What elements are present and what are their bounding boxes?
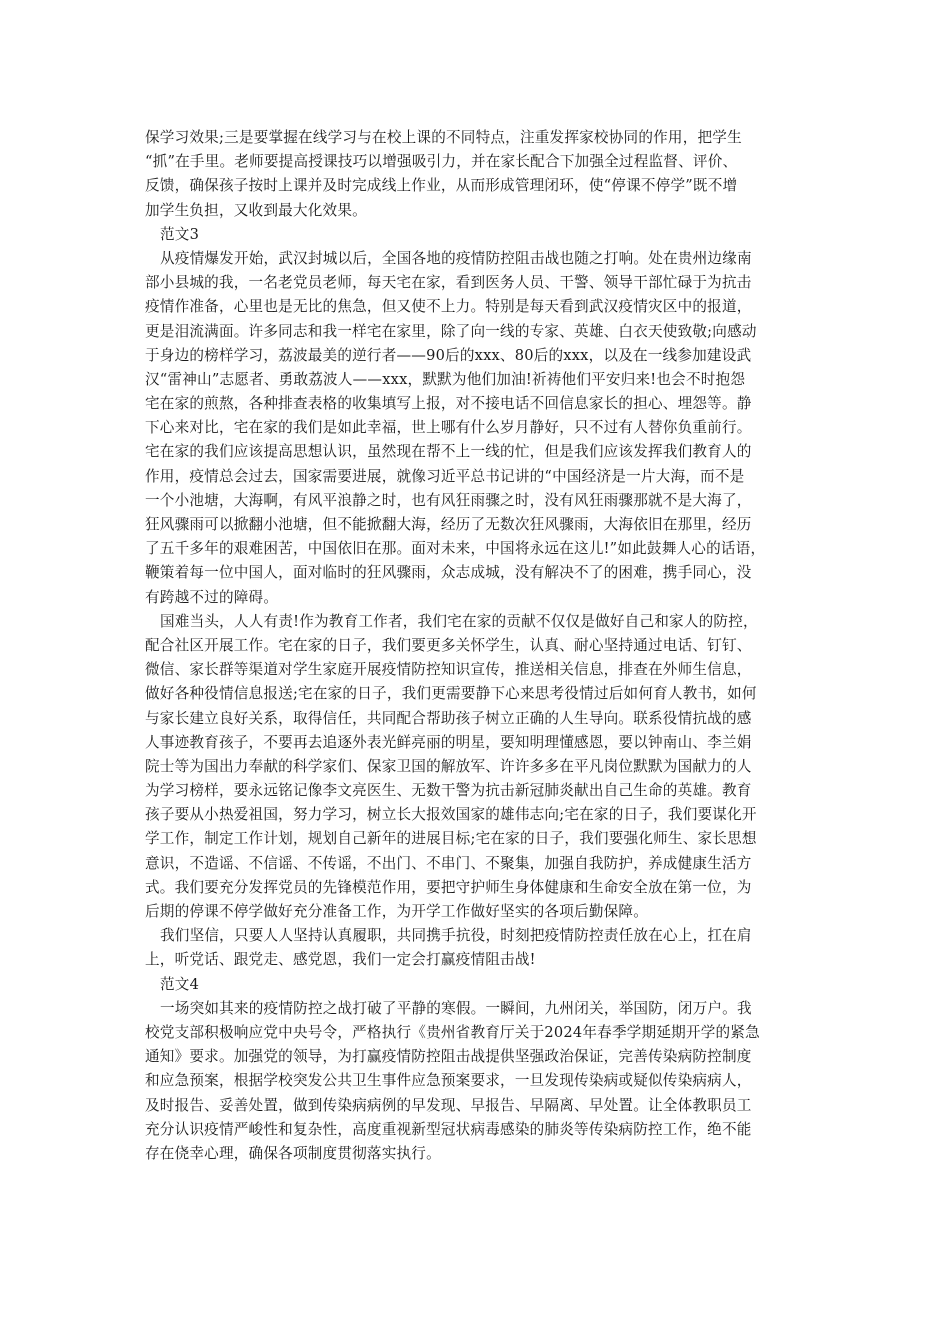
text-line: 我们坚信，只要人人坚持认真履职，共同携手抗役，时刻把疫情防控责任放在心上，扛在肩	[160, 927, 752, 945]
text-line: 与家长建立良好关系，取得信任，共同配合帮助孩子树立正确的人生导向。联系役情抗战的感	[145, 709, 752, 727]
document-body	[145, 126, 810, 1166]
text-line: 保学习效果;三是要掌握在线学习与在校上课的不同特点，注重发挥家校协同的作用，把学生	[145, 129, 742, 146]
text-line: 反馈，确保孩子按时上课并及时完成线上作业，从而形成管理闭环，使“停课不停学”既不增	[145, 177, 738, 195]
text-line: 汉“雷神山”志愿者、勇敢荔波人——xxx，默默为他们加油!祈祷他们平安归来!也会不时抱怨	[145, 370, 746, 388]
text-line: 配合社区开展工作。宅在家的日子，我们要更多关怀学生，认真、耐心坚持通过电话、钉钉、	[145, 636, 752, 654]
text-line: 充分认识疫情严峻性和复杂性，高度重视新型冠状病毒感染的肺炎等传染病防控工作，绝不能	[145, 1120, 752, 1138]
text-line: 学工作，制定工作计划，规划自己新年的进展目标;宅在家的日子，我们要强化师生、家长思想	[145, 830, 757, 848]
text-line: 为学习榜样，要永远铭记像李文亮医生、无数干警为抗击新冠肺炎献出自己生命的英雄。教育	[145, 782, 752, 800]
text-line: 加学生负担，又收到最大化效果。	[145, 201, 367, 219]
text-line: 做好各种役情信息报送;宅在家的日子，我们更需要静下心来思考役情过后如何育人教书，如何	[145, 685, 757, 703]
text-line: 从疫情爆发开始，武汉封城以后，全国各地的疫情防控阻击战也随之打响。处在贵州边缘南	[160, 249, 752, 267]
text-line: 作用，疫情总会过去，国家需要进展，就像习近平总书记讲的“中国经济是一片大海，而不是	[145, 467, 745, 485]
text-line: 部小县城的我，一名老党员老师，每天宅在家，看到医务人员、干警、领导干部忙碌于为抗击	[145, 274, 752, 292]
text-line: 了五千多年的艰难困苦，中国依旧在那。面对未来，中国将永远在这儿!”如此鼓舞人心的话语，	[145, 540, 766, 558]
text-line: 国难当头，人人有责!作为教育工作者，我们宅在家的贡献不仅仅是做好自己和家人的防控，	[160, 612, 758, 630]
text-line: 一个小池塘，大海啊，有风平浪静之时，也有风狂雨骤之时，没有风狂雨骤那就不是大海了，	[145, 491, 752, 509]
text-line: 下心来对比，宅在家的我们是如此幸福，世上哪有什么岁月静好，只不过有人替你负重前行。	[145, 419, 752, 437]
text-line: 宅在家的我们应该提高思想认识，虽然现在帮不上一线的忙，但是我们应该发挥我们教育人的	[145, 443, 752, 461]
section-heading: 范文4	[160, 975, 200, 993]
text-line: 宅在家的煎熬，各种排查表格的收集填写上报，对不接电话不回信息家长的担心、埋怨等。静	[145, 395, 752, 413]
text-line: 鞭策着每一位中国人，面对临时的狂风骤雨，众志成城，没有解决不了的困难，携手同心，没	[145, 564, 752, 582]
text-line: 疫情作准备，心里也是无比的焦急，但又使不上力。特别是每天看到武汉疫情灾区中的报道，	[145, 298, 752, 316]
text-line: 一场突如其来的疫情防控之战打破了平静的寒假。一瞬间，九州闭关，举国防，闭万户。我	[160, 999, 752, 1017]
text-line: 校党支部积极响应党中央号令，严格执行《贵州省教育厅关于2024年春季学期延期开学的紧急	[145, 1023, 760, 1041]
text-line: 和应急预案，根据学校突发公共卫生事件应急预案要求，一旦发现传染病或疑似传染病病人，	[145, 1072, 752, 1090]
text-line: 后期的停课不停学做好充分准备工作，为开学工作做好坚实的各项后勤保障。	[145, 903, 648, 920]
text-line: 更是泪流满面。许多同志和我一样宅在家里，除了向一线的专家、英雄、白衣天使致敬;向感动	[145, 322, 757, 340]
text-line: 于身边的榜样学习，荔波最美的逆行者——90后的xxx、80后的xxx，以及在一线参加建设武	[145, 346, 752, 364]
text-line: 人事迹教育孩子，不要再去追逐外表光鲜亮丽的明星，要知明理懂感恩，要以钟南山、李兰娟	[145, 733, 752, 751]
text-line: 有跨越不过的障碍。	[145, 588, 279, 606]
section-heading: 范文3	[160, 225, 200, 243]
text-line: 存在侥幸心理，确保各项制度贯彻落实执行。	[145, 1144, 441, 1162]
text-line: 式。我们要充分发挥党员的先锋模范作用，要把守护师生身体健康和生命安全放在第一位，为	[145, 878, 752, 896]
text-line: 通知》要求。加强党的领导，为打赢疫情防控阻击战提供坚强政治保证，完善传染病防控制度	[145, 1048, 752, 1066]
text-line: 孩子要从小热爱祖国，努力学习，树立长大报效国家的雄伟志向;宅在家的日子，我们要谋化开	[145, 806, 757, 824]
text-line: “抓”在手里。老师要提高授课技巧以增强吸引力，并在家长配合下加强全过程监督、评价、	[145, 153, 738, 171]
text-line: 狂风骤雨可以掀翻小池塘，但不能掀翻大海，经历了无数次狂风骤雨，大海依旧在那里，经历	[145, 516, 752, 533]
text-line: 及时报告、妥善处置，做到传染病病例的早发现、早报告、早隔离、早处置。让全体教职员工	[145, 1096, 752, 1114]
text-line: 意识，不造谣、不信谣、不传谣，不出门、不串门、不聚集，加强自我防护，养成健康生活方	[145, 854, 752, 872]
text-line: 院士等为国出力奉献的科学家们、保家卫国的解放军、许许多多在平凡岗位默默为国献力的人	[145, 757, 752, 775]
text-line: 上，听党话、跟党走、感党恩，我们一定会打赢疫情阻击战!	[145, 951, 536, 969]
text-line: 微信、家长群等渠道对学生家庭开展疫情防控知识宣传，推送相关信息，排查在外师生信息，	[145, 661, 752, 679]
